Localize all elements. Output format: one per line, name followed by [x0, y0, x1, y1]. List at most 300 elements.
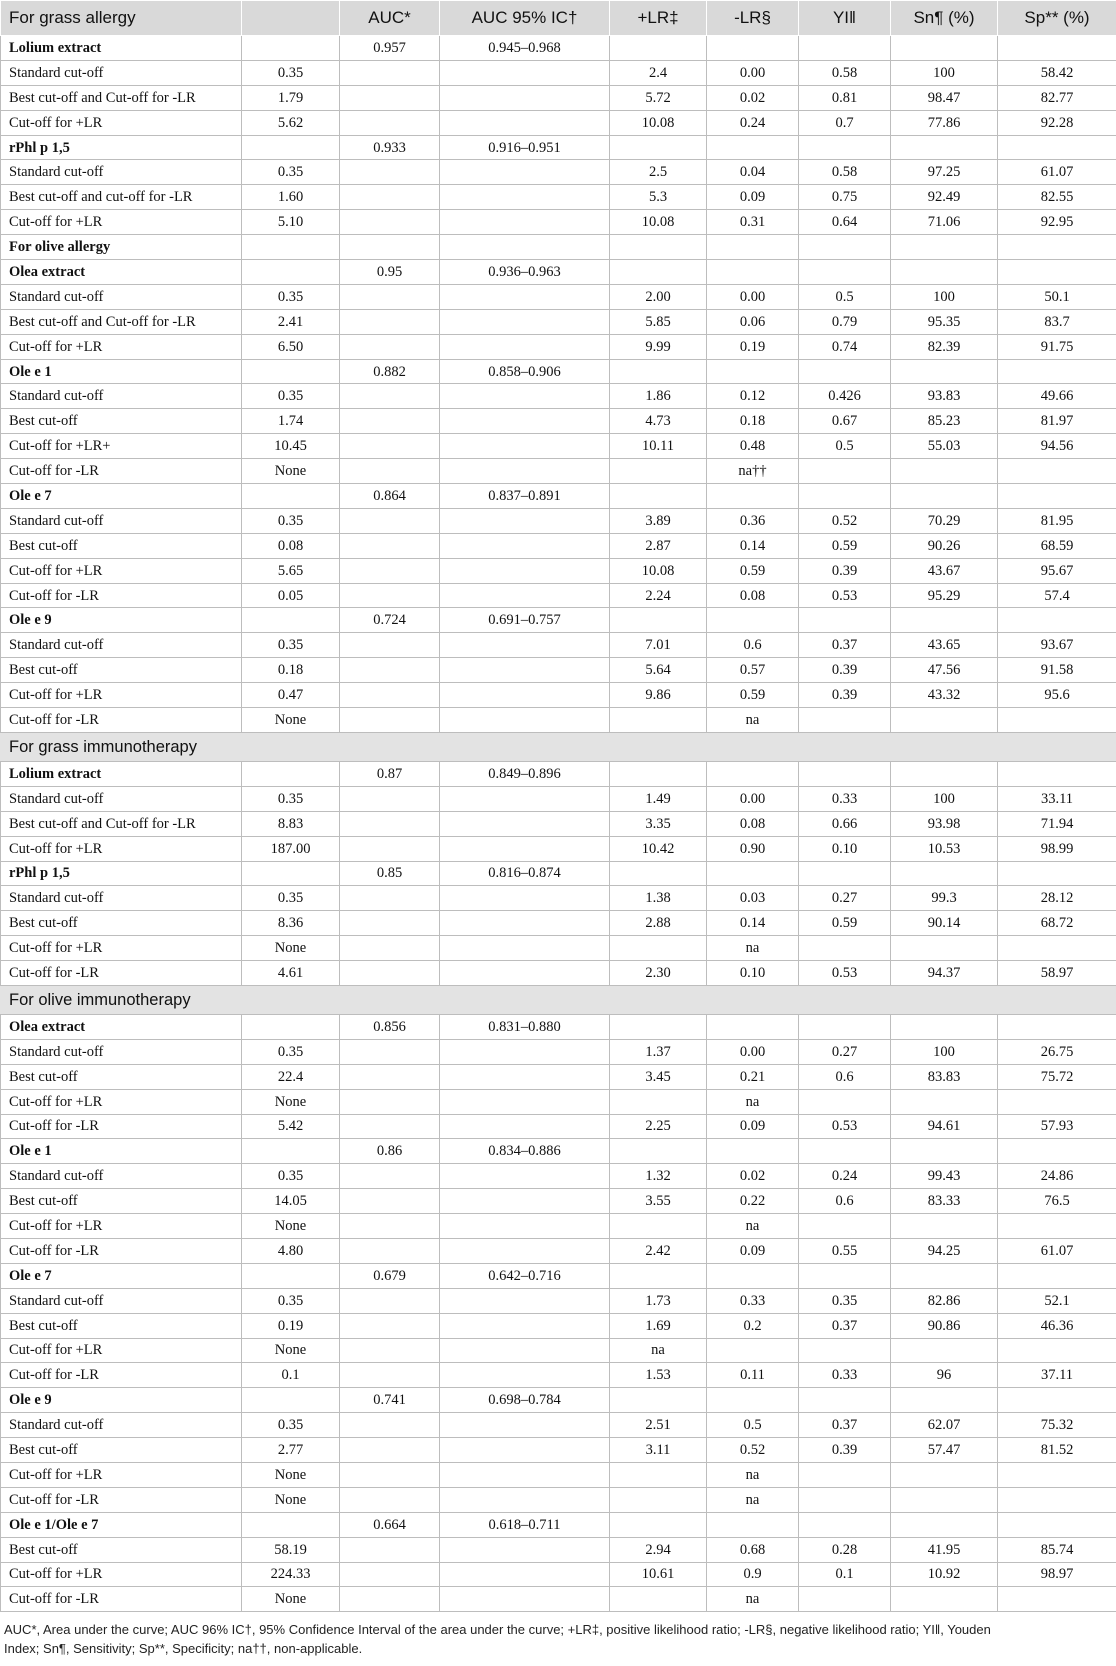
table-cell: 0.87: [340, 761, 440, 786]
table-cell: 71.94: [998, 811, 1116, 836]
table-cell: 0.19: [707, 334, 799, 359]
table-cell: [440, 1462, 610, 1487]
group-row: [1, 484, 1116, 509]
table-cell: 83.83: [891, 1064, 998, 1089]
table-row: [1, 1189, 1116, 1214]
table-cell: 4.61: [242, 961, 340, 986]
table-cell: 1.32: [610, 1164, 707, 1189]
row-label: Cut-off for +LR: [1, 936, 242, 961]
table-cell: 1.53: [610, 1363, 707, 1388]
table-cell: 0.642–0.716: [440, 1263, 610, 1288]
table-cell: 3.55: [610, 1189, 707, 1214]
table-row: [1, 1114, 1116, 1139]
table-cell: 10.53: [891, 836, 998, 861]
table-cell: [998, 1512, 1116, 1537]
table-cell: [998, 1487, 1116, 1512]
table-row: [1, 1587, 1116, 1612]
table-cell: [707, 484, 799, 509]
table-cell: [440, 558, 610, 583]
row-label: Olea extract: [1, 1014, 242, 1039]
table-row: [1, 459, 1116, 484]
table-cell: 0.00: [707, 284, 799, 309]
table-cell: 0.68: [707, 1537, 799, 1562]
table-cell: 81.52: [998, 1438, 1116, 1463]
table-cell: [440, 533, 610, 558]
table-cell: [340, 508, 440, 533]
table-cell: 75.32: [998, 1413, 1116, 1438]
table-cell: [340, 210, 440, 235]
table-cell: [610, 135, 707, 160]
table-cell: 0.36: [707, 508, 799, 533]
row-label: Standard cut-off: [1, 633, 242, 658]
table-cell: 0.64: [799, 210, 891, 235]
table-cell: 0.35: [242, 508, 340, 533]
table-cell: 0.09: [707, 185, 799, 210]
table-cell: [799, 761, 891, 786]
table-cell: 75.72: [998, 1064, 1116, 1089]
table-cell: [610, 1214, 707, 1239]
table-cell: 0.04: [707, 160, 799, 185]
table-cell: 0.18: [707, 409, 799, 434]
table-cell: [242, 1014, 340, 1039]
row-label: Best cut-off: [1, 1189, 242, 1214]
table-cell: 82.39: [891, 334, 998, 359]
table-cell: 0.19: [242, 1313, 340, 1338]
table-row: [1, 60, 1116, 85]
table-cell: 0.09: [707, 1114, 799, 1139]
table-cell: [998, 608, 1116, 633]
table-cell: [891, 1214, 998, 1239]
table-cell: [440, 110, 610, 135]
table-cell: [998, 235, 1116, 260]
table-row: [1, 1562, 1116, 1587]
row-label: Lolium extract: [1, 761, 242, 786]
table-row: [1, 936, 1116, 961]
table-cell: [440, 1562, 610, 1587]
table-cell: 98.99: [998, 836, 1116, 861]
table-cell: [707, 1014, 799, 1039]
row-label: Standard cut-off: [1, 384, 242, 409]
table-cell: [440, 633, 610, 658]
row-label: Cut-off for +LR: [1, 1462, 242, 1487]
table-row: [1, 911, 1116, 936]
table-cell: [440, 160, 610, 185]
table-cell: 0.5: [799, 434, 891, 459]
table-cell: [799, 1014, 891, 1039]
row-label: Standard cut-off: [1, 60, 242, 85]
table-cell: [891, 135, 998, 160]
table-cell: [707, 761, 799, 786]
table-cell: [340, 1462, 440, 1487]
table-cell: 0.00: [707, 60, 799, 85]
table-cell: 0.21: [707, 1064, 799, 1089]
table-cell: 33.11: [998, 786, 1116, 811]
table-cell: 0.858–0.906: [440, 359, 610, 384]
table-cell: [340, 334, 440, 359]
table-cell: [340, 1114, 440, 1139]
table-cell: 94.56: [998, 434, 1116, 459]
table-cell: 6.50: [242, 334, 340, 359]
table-row: [1, 85, 1116, 110]
table-cell: [242, 36, 340, 61]
row-label: Ole e 1: [1, 359, 242, 384]
table-cell: [610, 1587, 707, 1612]
table-row: [1, 1089, 1116, 1114]
header-cell-5: -LR§: [707, 1, 799, 36]
table-cell: 0.691–0.757: [440, 608, 610, 633]
table-cell: 0.35: [242, 384, 340, 409]
table-cell: 3.45: [610, 1064, 707, 1089]
table-cell: [340, 911, 440, 936]
table-cell: 90.86: [891, 1313, 998, 1338]
table-cell: [340, 1338, 440, 1363]
table-cell: 1.69: [610, 1313, 707, 1338]
row-label: Ole e 7: [1, 1263, 242, 1288]
table-cell: 5.42: [242, 1114, 340, 1139]
table-cell: [610, 235, 707, 260]
row-label: Cut-off for -LR: [1, 961, 242, 986]
table-cell: [440, 284, 610, 309]
table-cell: 82.86: [891, 1288, 998, 1313]
table-cell: [998, 1587, 1116, 1612]
table-cell: [440, 1487, 610, 1512]
table-cell: [610, 708, 707, 733]
table-row: [1, 1363, 1116, 1388]
table-cell: 0.6: [707, 633, 799, 658]
table-cell: 57.4: [998, 583, 1116, 608]
table-cell: 0.85: [340, 861, 440, 886]
table-cell: [891, 1388, 998, 1413]
table-cell: 0.426: [799, 384, 891, 409]
table-row: [1, 334, 1116, 359]
row-label: Cut-off for -LR: [1, 1363, 242, 1388]
table-cell: [440, 1089, 610, 1114]
table-cell: [340, 160, 440, 185]
table-cell: 1.86: [610, 384, 707, 409]
table-row: [1, 1487, 1116, 1512]
table-cell: 93.67: [998, 633, 1116, 658]
table-cell: 0.1: [799, 1562, 891, 1587]
table-row: [1, 1064, 1116, 1089]
table-cell: 83.7: [998, 309, 1116, 334]
table-cell: 1.60: [242, 185, 340, 210]
table-cell: 0.35: [242, 786, 340, 811]
table-cell: [340, 1238, 440, 1263]
table-cell: 0.856: [340, 1014, 440, 1039]
table-cell: 55.03: [891, 434, 998, 459]
row-label: Standard cut-off: [1, 160, 242, 185]
table-cell: 8.83: [242, 811, 340, 836]
group-row: [1, 1014, 1116, 1039]
table-cell: 10.08: [610, 110, 707, 135]
row-label: Best cut-off: [1, 911, 242, 936]
table-cell: 0.59: [799, 533, 891, 558]
table-cell: 43.67: [891, 558, 998, 583]
table-cell: 52.1: [998, 1288, 1116, 1313]
table-cell: 0.53: [799, 1114, 891, 1139]
table-cell: 81.95: [998, 508, 1116, 533]
table-cell: 0.5: [707, 1413, 799, 1438]
table-cell: None: [242, 1089, 340, 1114]
table-cell: [340, 459, 440, 484]
table-cell: [440, 1438, 610, 1463]
row-label: Best cut-off: [1, 409, 242, 434]
table-cell: 0.37: [799, 1313, 891, 1338]
table-cell: [799, 1487, 891, 1512]
table-cell: 9.99: [610, 334, 707, 359]
table-cell: 37.11: [998, 1363, 1116, 1388]
table-cell: 0.39: [799, 658, 891, 683]
table-cell: [340, 384, 440, 409]
table-cell: [891, 235, 998, 260]
table-cell: 4.73: [610, 409, 707, 434]
table-cell: 0.837–0.891: [440, 484, 610, 509]
table-cell: [998, 484, 1116, 509]
table-cell: [799, 1587, 891, 1612]
table-cell: [340, 1487, 440, 1512]
header-row: [1, 1, 1116, 36]
table-cell: 26.75: [998, 1039, 1116, 1064]
table-cell: 2.88: [610, 911, 707, 936]
row-label: Cut-off for +LR: [1, 334, 242, 359]
table-cell: [891, 1263, 998, 1288]
table-cell: 10.11: [610, 434, 707, 459]
table-cell: 0.95: [340, 260, 440, 285]
table-cell: [891, 1014, 998, 1039]
table-cell: 0.933: [340, 135, 440, 160]
table-row: [1, 533, 1116, 558]
table-cell: [340, 434, 440, 459]
table-cell: [440, 1413, 610, 1438]
table-cell: [440, 508, 610, 533]
table-footnote: [0, 1612, 1116, 1658]
table-cell: [707, 608, 799, 633]
table-cell: 0.67: [799, 409, 891, 434]
table-cell: None: [242, 708, 340, 733]
table-cell: [891, 936, 998, 961]
row-label: rPhl p 1,5: [1, 861, 242, 886]
table-cell: 58.42: [998, 60, 1116, 85]
table-cell: [440, 60, 610, 85]
table-cell: [610, 1139, 707, 1164]
table-row: [1, 1313, 1116, 1338]
table-cell: 0.47: [242, 683, 340, 708]
table-cell: 0.57: [707, 658, 799, 683]
table-cell: [707, 861, 799, 886]
table-cell: [440, 1039, 610, 1064]
table-row: [1, 384, 1116, 409]
row-label: Cut-off for -LR: [1, 1238, 242, 1263]
table-cell: 100: [891, 1039, 998, 1064]
table-cell: 22.4: [242, 1064, 340, 1089]
table-cell: [799, 260, 891, 285]
table-row: [1, 786, 1116, 811]
table-cell: [242, 1388, 340, 1413]
table-cell: 0.53: [799, 583, 891, 608]
table-cell: 2.00: [610, 284, 707, 309]
table-cell: [440, 836, 610, 861]
table-cell: [998, 459, 1116, 484]
table-cell: 2.30: [610, 961, 707, 986]
table-row: [1, 1214, 1116, 1239]
header-cell-4: +LR‡: [610, 1, 707, 36]
table-cell: [340, 1039, 440, 1064]
table-cell: [440, 936, 610, 961]
table-cell: [610, 608, 707, 633]
group-row: [1, 260, 1116, 285]
table-cell: [891, 1487, 998, 1512]
table-cell: [610, 761, 707, 786]
group-row: [1, 135, 1116, 160]
table-cell: 1.73: [610, 1288, 707, 1313]
table-cell: [998, 1014, 1116, 1039]
table-cell: [610, 936, 707, 961]
row-label: Standard cut-off: [1, 1039, 242, 1064]
table-cell: [440, 235, 610, 260]
group-row: [1, 861, 1116, 886]
row-label: Cut-off for -LR: [1, 708, 242, 733]
table-cell: [610, 1512, 707, 1537]
table-cell: 43.32: [891, 683, 998, 708]
table-cell: [340, 284, 440, 309]
row-label: Cut-off for +LR: [1, 836, 242, 861]
table-row: [1, 886, 1116, 911]
group-row: [1, 608, 1116, 633]
table-cell: [891, 1338, 998, 1363]
table-cell: [242, 861, 340, 886]
table-row: [1, 185, 1116, 210]
table-cell: 0.10: [799, 836, 891, 861]
table-cell: 2.5: [610, 160, 707, 185]
table-cell: [610, 1462, 707, 1487]
table-cell: [707, 235, 799, 260]
table-cell: na: [610, 1338, 707, 1363]
table-cell: [440, 85, 610, 110]
table-cell: 0.35: [242, 1039, 340, 1064]
table-cell: 0.6: [799, 1064, 891, 1089]
table-cell: [440, 1537, 610, 1562]
table-cell: 4.80: [242, 1238, 340, 1263]
row-label: Cut-off for +LR: [1, 1089, 242, 1114]
table-cell: [340, 60, 440, 85]
table-cell: 10.92: [891, 1562, 998, 1587]
table-cell: [891, 484, 998, 509]
table-cell: [340, 658, 440, 683]
table-cell: 0.35: [242, 1288, 340, 1313]
table-cell: 76.5: [998, 1189, 1116, 1214]
table-cell: [707, 1263, 799, 1288]
table-cell: 0.864: [340, 484, 440, 509]
table-cell: None: [242, 1338, 340, 1363]
table-cell: 1.37: [610, 1039, 707, 1064]
table-row: [1, 1288, 1116, 1313]
table-body: [1, 36, 1116, 1612]
table-cell: [340, 235, 440, 260]
table-row: [1, 110, 1116, 135]
table-cell: 0.957: [340, 36, 440, 61]
table-cell: 5.85: [610, 309, 707, 334]
table-cell: 90.14: [891, 911, 998, 936]
table-cell: 0.39: [799, 683, 891, 708]
table-cell: [707, 1338, 799, 1363]
table-cell: 58.19: [242, 1537, 340, 1562]
table-cell: [610, 1014, 707, 1039]
row-label: Cut-off for +LR: [1, 1338, 242, 1363]
table-cell: 5.62: [242, 110, 340, 135]
table-cell: [998, 1388, 1116, 1413]
table-cell: [242, 235, 340, 260]
table-cell: 0.28: [799, 1537, 891, 1562]
table-cell: [891, 861, 998, 886]
table-cell: [340, 683, 440, 708]
table-cell: 0.06: [707, 309, 799, 334]
table-cell: [440, 1214, 610, 1239]
table-cell: 0.90: [707, 836, 799, 861]
table-cell: [340, 309, 440, 334]
table-cell: 95.29: [891, 583, 998, 608]
table-cell: 0.849–0.896: [440, 761, 610, 786]
table-cell: [440, 683, 610, 708]
table-cell: [340, 1064, 440, 1089]
header-cell-3: AUC 95% IC†: [440, 1, 610, 36]
table-row: [1, 508, 1116, 533]
table-cell: 0.00: [707, 1039, 799, 1064]
table-cell: 0.66: [799, 811, 891, 836]
row-label: Cut-off for +LR: [1, 558, 242, 583]
table-cell: [891, 1587, 998, 1612]
table-cell: 92.28: [998, 110, 1116, 135]
table-cell: 0.724: [340, 608, 440, 633]
table-row: [1, 633, 1116, 658]
table-cell: 81.97: [998, 409, 1116, 434]
table-cell: [998, 1462, 1116, 1487]
group-row: [1, 235, 1116, 260]
table-cell: [998, 1338, 1116, 1363]
table-cell: None: [242, 936, 340, 961]
table-cell: [440, 210, 610, 235]
table-cell: 2.4: [610, 60, 707, 85]
table-cell: [440, 911, 610, 936]
table-cell: 0.7: [799, 110, 891, 135]
table-cell: 28.12: [998, 886, 1116, 911]
table-row: [1, 1039, 1116, 1064]
row-label: Best cut-off: [1, 1438, 242, 1463]
header-cell-2: AUC*: [340, 1, 440, 36]
table-cell: [799, 36, 891, 61]
table-cell: 5.3: [610, 185, 707, 210]
table-row: [1, 1413, 1116, 1438]
row-label: Cut-off for +LR: [1, 210, 242, 235]
table-row: [1, 658, 1116, 683]
table-cell: [610, 484, 707, 509]
table-cell: [440, 1288, 610, 1313]
table-cell: 0.52: [799, 508, 891, 533]
table-cell: 96: [891, 1363, 998, 1388]
table-cell: 95.35: [891, 309, 998, 334]
row-label: Best cut-off: [1, 1064, 242, 1089]
table-cell: [242, 1512, 340, 1537]
row-label: Standard cut-off: [1, 1288, 242, 1313]
table-cell: 0.75: [799, 185, 891, 210]
table-row: [1, 683, 1116, 708]
table-cell: 0.664: [340, 1512, 440, 1537]
row-label: Best cut-off: [1, 1313, 242, 1338]
table-cell: 0.05: [242, 583, 340, 608]
table-cell: na: [707, 936, 799, 961]
row-label: rPhl p 1,5: [1, 135, 242, 160]
table-cell: [891, 260, 998, 285]
table-cell: 0.834–0.886: [440, 1139, 610, 1164]
